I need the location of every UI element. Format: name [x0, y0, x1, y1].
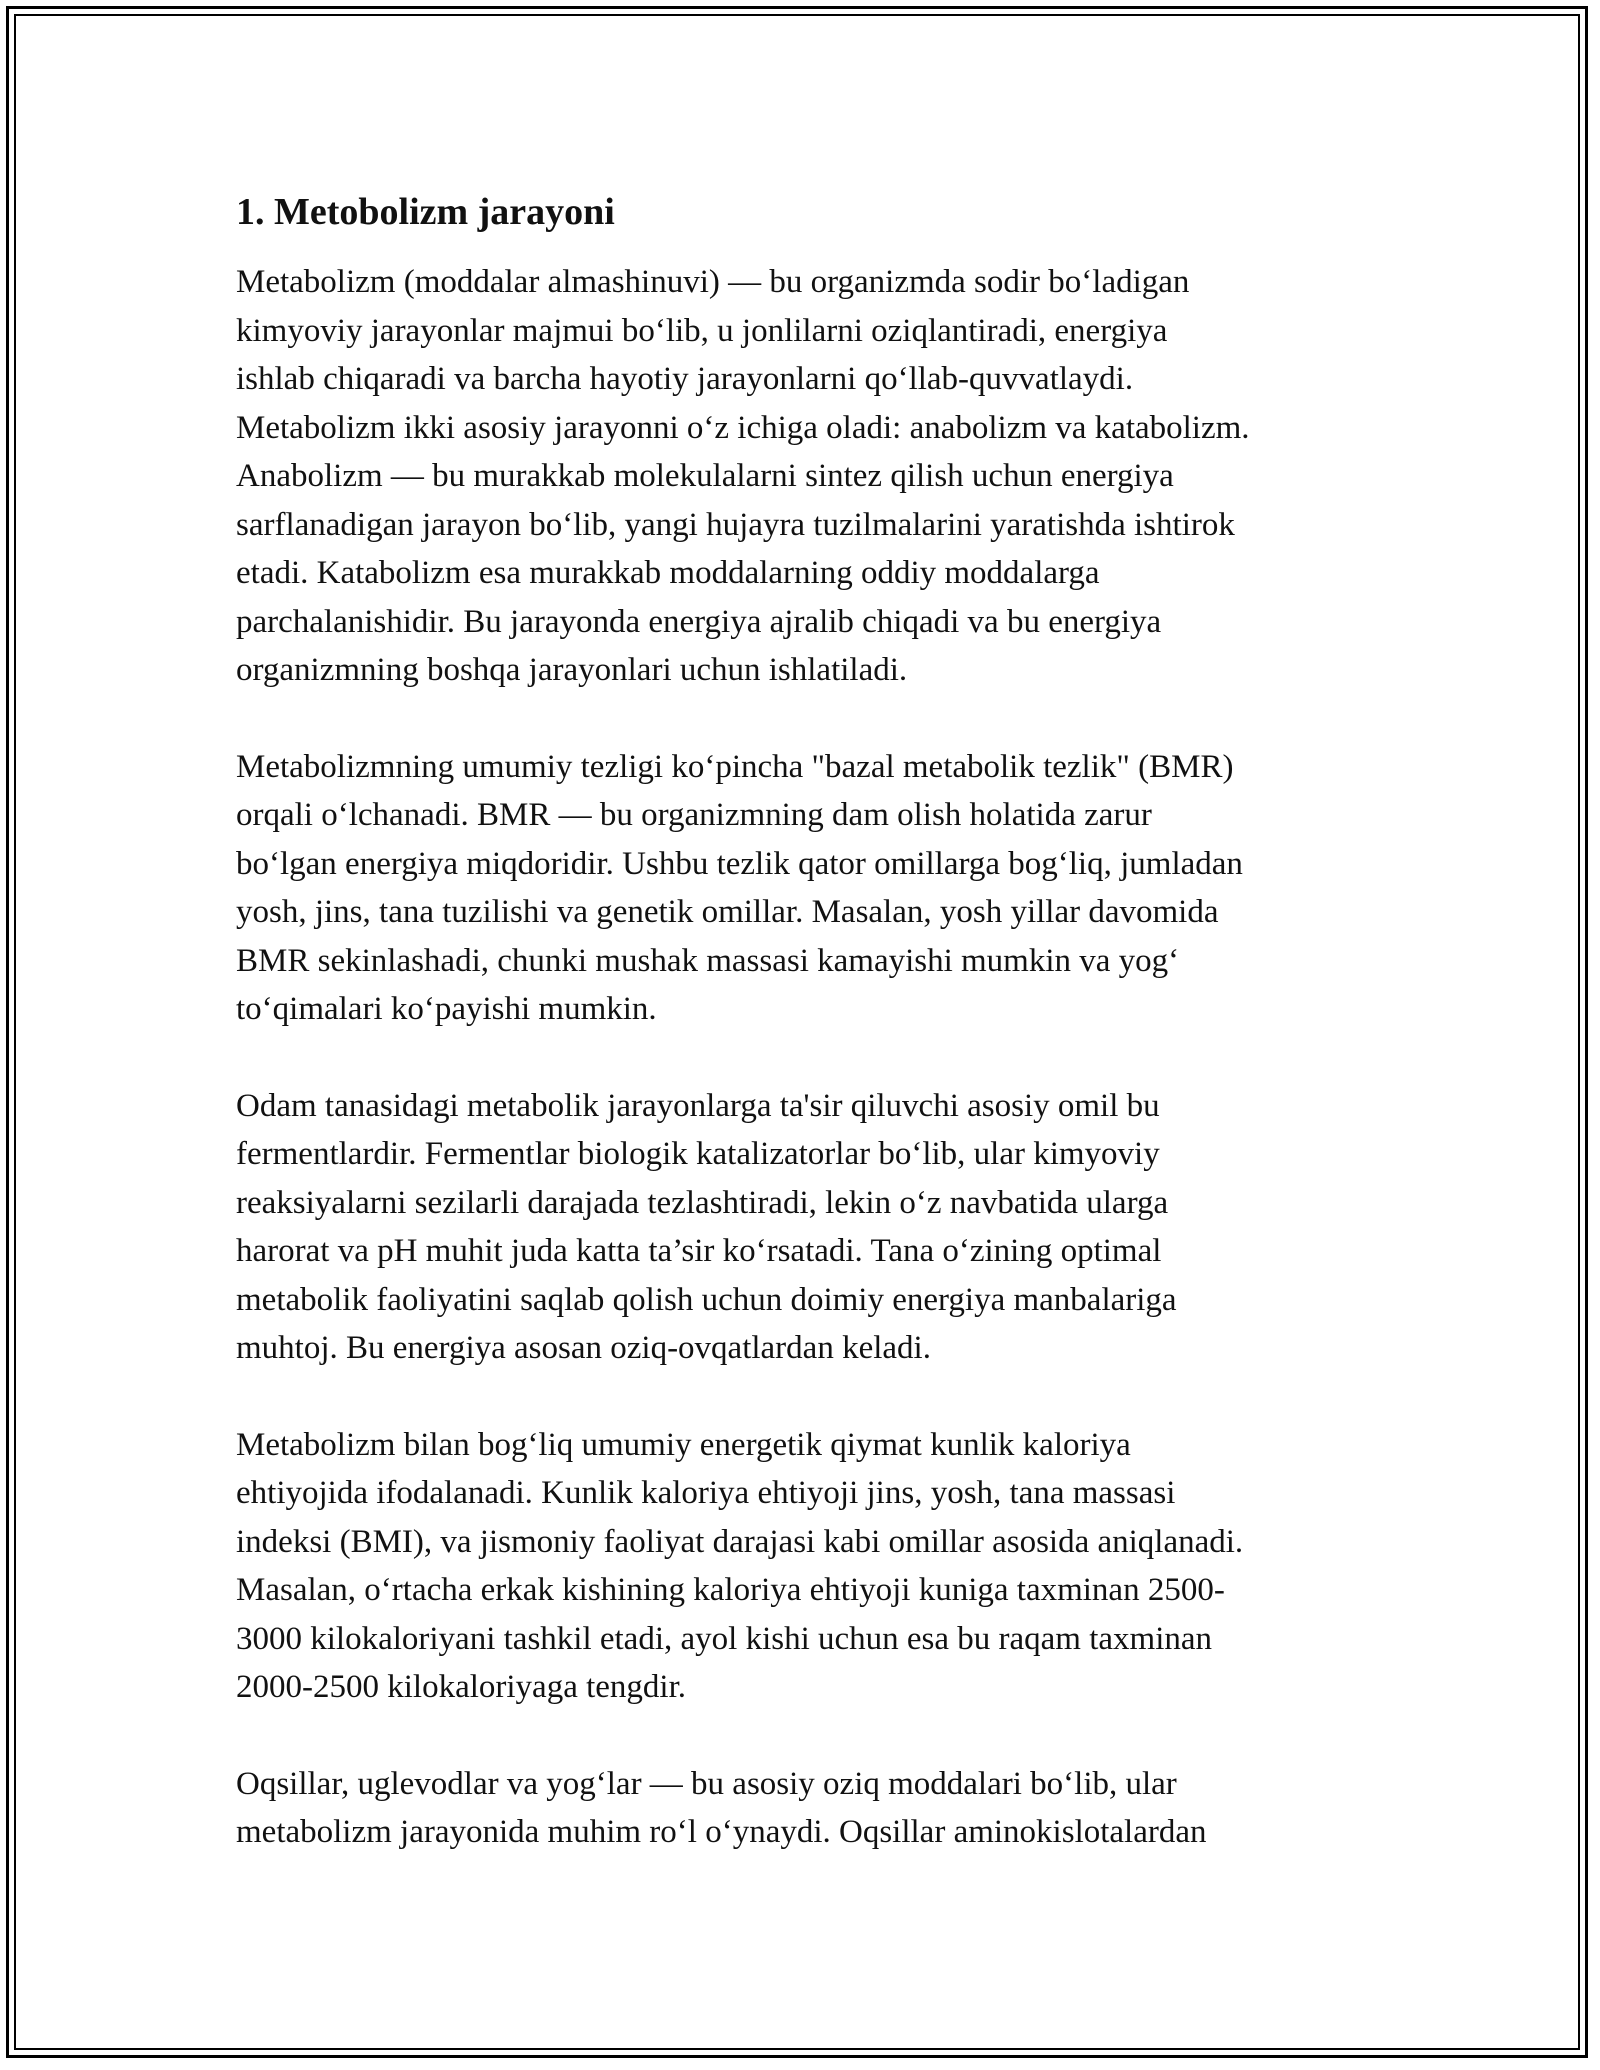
- text-line: 2000-2500 kilokaloriyaga tengdir.: [236, 1669, 686, 1705]
- text-line: orqali oʻlchanadi. BMR — bu organizmning dam olish holatida zarur: [236, 797, 1152, 833]
- paragraph-calories: [236, 1421, 1386, 1712]
- paragraph-enzymes: [236, 1082, 1386, 1373]
- text-line: sarflanadigan jarayon boʻlib, yangi hujayra tuzilmalarini yaratishda ishtirok: [236, 506, 1235, 543]
- text-line: Oqsillar, uglevodlar va yogʻlar — bu asosiy oziq moddalari boʻlib, ular: [236, 1765, 1177, 1802]
- text-line: toʻqimalari koʻpayishi mumkin.: [236, 991, 657, 1027]
- text-line: Metabolizmning umumiy tezligi koʻpincha "bazal metabolik tezlik" (BMR): [236, 748, 1234, 785]
- text-line: muhtoj. Bu energiya asosan oziq-ovqatlardan keladi.: [236, 1330, 931, 1366]
- text-line: yosh, jins, tana tuzilishi va genetik omillar. Masalan, yosh yillar davomida: [236, 894, 1219, 930]
- text-line: reaksiyalarni sezilarli darajada tezlashtiradi, lekin oʻz navbatida ularga: [236, 1184, 1169, 1221]
- text-line: boʻlgan energiya miqdoridir. Ushbu tezlik qator omillarga bogʻliq, jumladan: [236, 845, 1243, 882]
- text-line: BMR sekinlashadi, chunki mushak massasi kamayishi mumkin va yogʻ: [236, 942, 1180, 979]
- text-line: fermentlardir. Fermentlar biologik katalizatorlar boʻlib, ular kimyoviy: [236, 1136, 1160, 1172]
- text-line: etadi. Katabolizm esa murakkab moddalarning oddiy moddalarga: [236, 555, 1100, 591]
- document-body: [236, 186, 1386, 1905]
- text-line: ehtiyojida ifodalanadi. Kunlik kaloriya ehtiyoji jins, yosh, tana massasi: [236, 1475, 1176, 1511]
- text-line: organizmning boshqa jarayonlari uchun ishlatiladi.: [236, 652, 908, 688]
- paragraph-nutrients: [236, 1760, 1386, 1857]
- text-line: Odam tanasidagi metabolik jarayonlarga ta'sir qiluvchi asosiy omil bu: [236, 1087, 1160, 1124]
- text-line: ishlab chiqaradi va barcha hayotiy jarayonlarni qoʻllab-quvvatlaydi.: [236, 361, 1134, 397]
- text-line: parchalanishidir. Bu jarayonda energiya ajralib chiqadi va bu energiya: [236, 603, 1162, 640]
- text-line: 3000 kilokaloriyani tashkil etadi, ayol kishi uchun esa bu raqam taxminan: [236, 1620, 1213, 1657]
- text-line: metabolizm jarayonida muhim roʻl oʻynaydi. Oqsillar aminokislotalardan: [236, 1814, 1207, 1850]
- text-line: Metabolizm (moddalar almashinuvi) — bu organizmda sodir boʻladigan: [236, 264, 1190, 300]
- paragraph-metabolism-definition: [236, 258, 1386, 695]
- text-line: Metabolizm ikki asosiy jarayonni oʻz ichiga oladi: anabolizm va katabolizm.: [236, 409, 1250, 446]
- text-line: indeksi (BMI), va jismoniy faoliyat darajasi kabi omillar asosida aniqlanadi.: [236, 1523, 1244, 1560]
- text-line: Metabolizm bilan bogʻliq umumiy energetik qiymat kunlik kaloriya: [236, 1426, 1131, 1463]
- text-line: kimyoviy jarayonlar majmui boʻlib, u jonlilarni oziqlantiradi, energiya: [236, 312, 1168, 349]
- paragraph-bmr: [236, 743, 1386, 1034]
- text-line: harorat va pH muhit juda katta ta’sir koʻrsatadi. Tana oʻzining optimal: [236, 1233, 1162, 1269]
- text-line: metabolik faoliyatini saqlab qolish uchun doimiy energiya manbalariga: [236, 1281, 1177, 1318]
- text-line: Masalan, oʻrtacha erkak kishining kaloriya ehtiyoji kuniga taxminan 2500-: [236, 1572, 1225, 1608]
- text-line: Anabolizm — bu murakkab molekulalarni sintez qilish uchun energiya: [236, 458, 1174, 494]
- section-title: 1. Metobolizm jarayoni: [236, 191, 615, 233]
